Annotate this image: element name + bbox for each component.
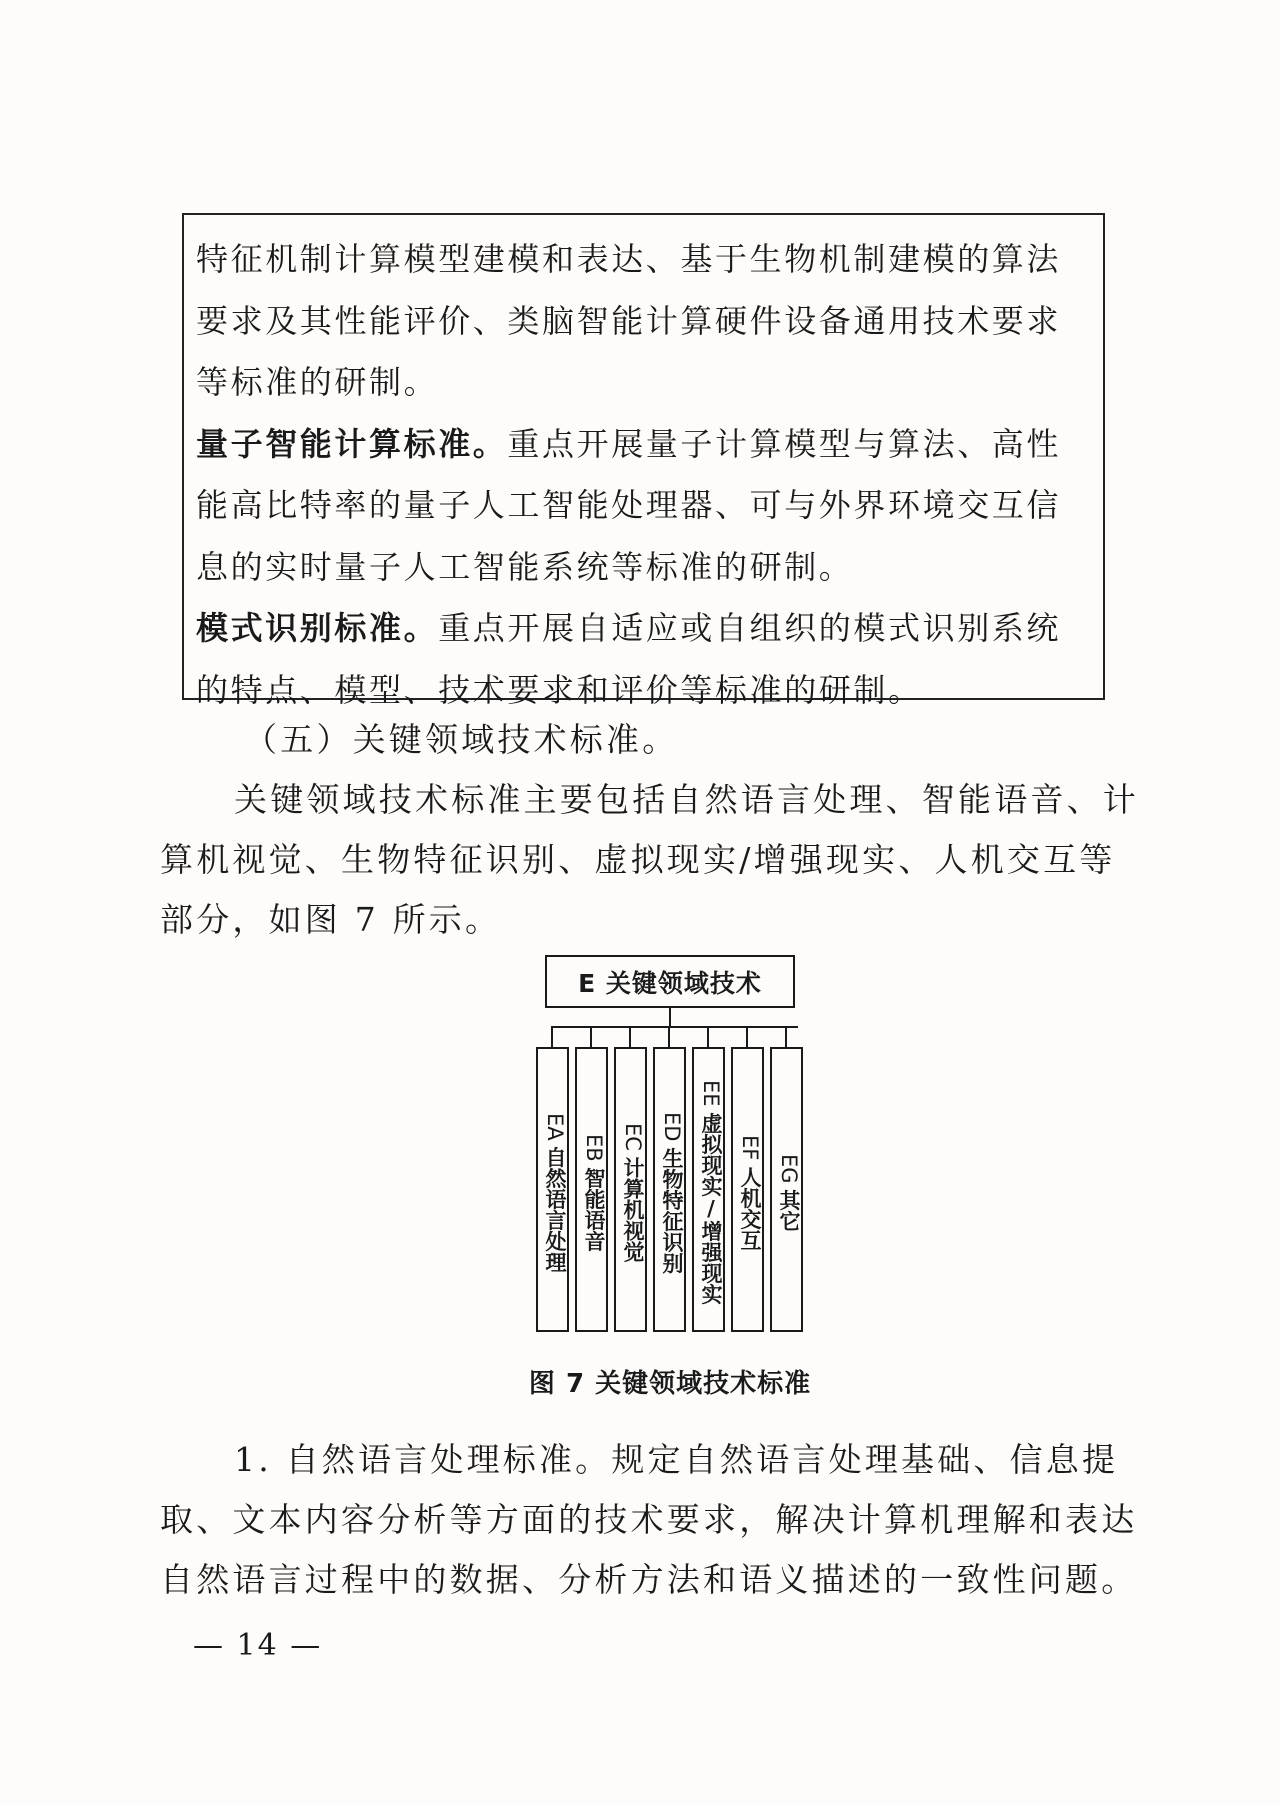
diagram-node-ed xyxy=(653,1047,686,1332)
pattern-standard-title: 模式识别标准。 xyxy=(196,609,439,647)
node-label: 计算机视觉 xyxy=(621,1156,645,1262)
box-line: 要求及其性能评价、类脑智能计算硬件设备通用技术要求 xyxy=(196,301,1062,340)
connector-drop xyxy=(551,1026,553,1047)
connector-drop xyxy=(785,1026,787,1047)
node-code: EG xyxy=(777,1153,801,1184)
node-code: EB xyxy=(582,1133,606,1162)
standards-box xyxy=(182,213,1105,709)
diagram-root-node: E 关键领域技术 xyxy=(545,955,795,1008)
box-line: 量子智能计算标准。重点开展量子计算模型与算法、高性 xyxy=(196,424,1062,463)
node-code: ED xyxy=(660,1111,684,1142)
box-line: 等标准的研制。 xyxy=(196,363,439,401)
node-label: 虚拟现实/增强现实 xyxy=(699,1112,723,1305)
box-line: 息的实时量子人工智能系统等标准的研制。 xyxy=(196,547,854,586)
node-label: 人机交互 xyxy=(738,1166,762,1251)
node-label: 自然语言处理 xyxy=(543,1146,567,1273)
diagram-node-ef xyxy=(731,1047,764,1332)
diagram-node-ec xyxy=(614,1047,647,1332)
figure-caption: 图 7 关键领域技术标准 xyxy=(528,1369,812,1399)
paragraph-nlp: 1. 自然语言处理标准。规定自然语言处理基础、信息提 取、文本内容分析等方面的技术要求，解决计算机理解和表达 自然语言过程中的数据、分析方法和语义描述的一致性问题。 xyxy=(160,1440,1138,1599)
node-code: EC xyxy=(621,1123,645,1151)
node-code: EE xyxy=(699,1080,723,1107)
node-code: EF xyxy=(738,1134,762,1161)
box-line: 能高比特率的量子人工智能处理器、可与外界环境交互信 xyxy=(196,486,1062,524)
paragraph-intro: 关键领域技术标准主要包括自然语言处理、智能语音、计 算机视觉、生物特征识别、虚拟现实/增强现实、人机交互等 部分，如图 7 所示。 xyxy=(160,780,1139,939)
node-label: 智能语音 xyxy=(582,1167,606,1252)
quantum-standard-title: 量子智能计算标准。 xyxy=(196,424,508,463)
connector-drop xyxy=(707,1026,709,1047)
connector-horizontal xyxy=(552,1026,798,1028)
connector-drop xyxy=(746,1026,748,1047)
connector-drop xyxy=(668,1026,670,1047)
node-label: 其它 xyxy=(777,1189,801,1232)
diagram-node-ee xyxy=(692,1047,725,1332)
diagram-node-ea xyxy=(536,1047,569,1332)
connector-drop xyxy=(590,1026,592,1047)
connector-vertical xyxy=(669,1008,671,1027)
box-line: 特征机制计算模型建模和表达、基于生物机制建模的算法 xyxy=(196,240,1062,278)
diagram-node-eg xyxy=(770,1047,803,1332)
node-label: 生物特征识别 xyxy=(660,1147,684,1274)
section-heading: （五）关键领域技术标准。 xyxy=(244,720,679,759)
connector-drop xyxy=(629,1026,631,1047)
diagram-node-eb xyxy=(575,1047,608,1332)
box-line: 模式识别标准。重点开展自适应或自组织的模式识别系统 xyxy=(196,609,1062,647)
page-number: — 14 — xyxy=(193,1628,323,1663)
node-code: EA xyxy=(543,1112,567,1141)
tree-diagram xyxy=(530,955,830,1345)
box-line: 的特点、模型、技术要求和评价等标准的研制。 xyxy=(196,670,923,709)
